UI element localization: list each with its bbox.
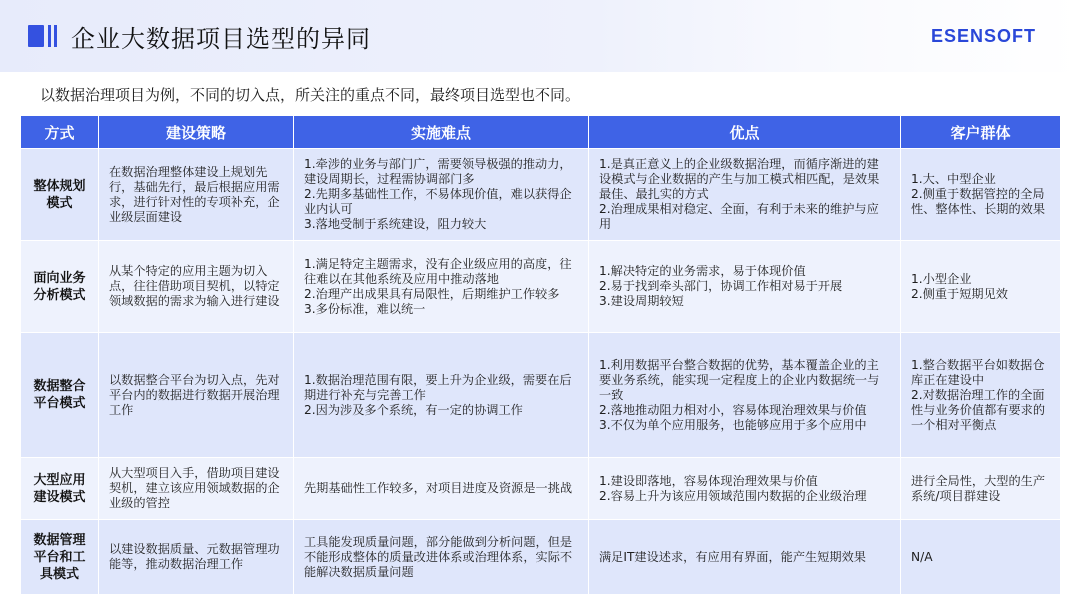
table-row xyxy=(21,520,1061,595)
difficulty-cell: 先期基础性工作较多，对项目进度及资源是一挑战 xyxy=(294,458,589,520)
brand-logo: ESENSOFT xyxy=(930,26,1036,46)
mode-cell: 数据管理 平台和工 具模式 xyxy=(21,520,99,595)
difficulty-cell: 1.满足特定主题需求，没有企业级应用的高度，往往难以在其他系统及应用中推动落地 2.治理产出成果具有局限性，后期维护工作较多 3.多份标准，难以统一 xyxy=(294,241,589,333)
strategy-cell: 以数据整合平台为切入点，先对平台内的数据进行数据开展治理工作 xyxy=(99,333,294,458)
advantage-cell: 1.建设即落地，容易体现治理效果与价值 2.容易上升为该应用领域范围内数据的企业级治理 xyxy=(589,458,901,520)
advantage-cell: 1.是真正意义上的企业级数据治理，而循序渐进的建设模式与企业数据的产生与加工模式相匹配，是效果最佳、最扎实的方式 2.治理成果相对稳定、全面，有利于未来的维护与应用 xyxy=(589,149,901,241)
mode-cell: 大型应用 建设模式 xyxy=(21,458,99,520)
column-header-advantage: 优点 xyxy=(589,116,901,149)
advantage-cell: 1.解决特定的业务需求，易于体现价值 2.易于找到牵头部门，协调工作相对易于开展 3.建设周期较短 xyxy=(589,241,901,333)
difficulty-cell: 1.数据治理范围有限，要上升为企业级，需要在后期进行补充与完善工作 2.因为涉及多个系统，有一定的协调工作 xyxy=(294,333,589,458)
customer-cell: 1.小型企业 2.侧重于短期见效 xyxy=(901,241,1061,333)
strategy-cell: 在数据治理整体建设上规划先行，基础先行，最后根据应用需求，进行针对性的专项补充，企业级层面建设 xyxy=(99,149,294,241)
table-row xyxy=(21,458,1061,520)
table-row xyxy=(21,149,1061,241)
customer-cell: N/A xyxy=(901,520,1061,595)
strategy-cell: 从某个特定的应用主题为切入点，往往借助项目契机，以特定领域数据的需求为输入进行建设 xyxy=(99,241,294,333)
strategy-cell: 从大型项目入手，借助项目建设契机，建立该应用领域数据的企业级的管控 xyxy=(99,458,294,520)
advantage-cell: 满足IT建设述求，有应用有界面，能产生短期效果 xyxy=(589,520,901,595)
column-header-mode: 方式 xyxy=(21,116,99,149)
title-area xyxy=(28,18,371,54)
title-bars-icon xyxy=(28,25,57,47)
column-header-customer: 客户群体 xyxy=(901,116,1061,149)
table-header-row xyxy=(21,116,1061,149)
column-header-difficulty: 实施难点 xyxy=(294,116,589,149)
customer-cell: 1.大、中型企业 2.侧重于数据管控的全局性、整体性、长期的效果 xyxy=(901,149,1061,241)
header-banner xyxy=(0,0,1080,72)
advantage-cell: 1.利用数据平台整合数据的优势，基本覆盖企业的主要业务系统，能实现一定程度上的企业内数据统一与一致 2.落地推动阻力相对小，容易体现治理效果与价值 3.不仅为单个应用服务，也能够应用于多个应用中 xyxy=(589,333,901,458)
mode-cell: 数据整合 平台模式 xyxy=(21,333,99,458)
table-row xyxy=(21,241,1061,333)
difficulty-cell: 工具能发现质量问题，部分能做到分析问题，但是不能形成整体的质量改进体系或治理体系，实际不能解决数据质量问题 xyxy=(294,520,589,595)
page-subtitle: 以数据治理项目为例，不同的切入点，所关注的重点不同，最终项目选型也不同。 xyxy=(40,86,581,104)
column-header-strategy: 建设策略 xyxy=(99,116,294,149)
table-row xyxy=(21,333,1061,458)
strategy-cell: 以建设数据质量、元数据管理功能等，推动数据治理工作 xyxy=(99,520,294,595)
customer-cell: 1.整合数据平台如数据仓库正在建设中 2.对数据治理工作的全面性与业务价值都有要求的一个相对平衡点 xyxy=(901,333,1061,458)
comparison-table xyxy=(20,115,1061,595)
page-title: 企业大数据项目选型的异同 xyxy=(71,24,371,53)
difficulty-cell: 1.牵涉的业务与部门广，需要领导极强的推动力，建设周期长，过程需协调部门多 2.先期多基础性工作，不易体现价值，难以获得企业内认可 3.落地受制于系统建设，阻力较大 xyxy=(294,149,589,241)
customer-cell: 进行全局性，大型的生产系统/项目群建设 xyxy=(901,458,1061,520)
mode-cell: 整体规划 模式 xyxy=(21,149,99,241)
mode-cell: 面向业务 分析模式 xyxy=(21,241,99,333)
